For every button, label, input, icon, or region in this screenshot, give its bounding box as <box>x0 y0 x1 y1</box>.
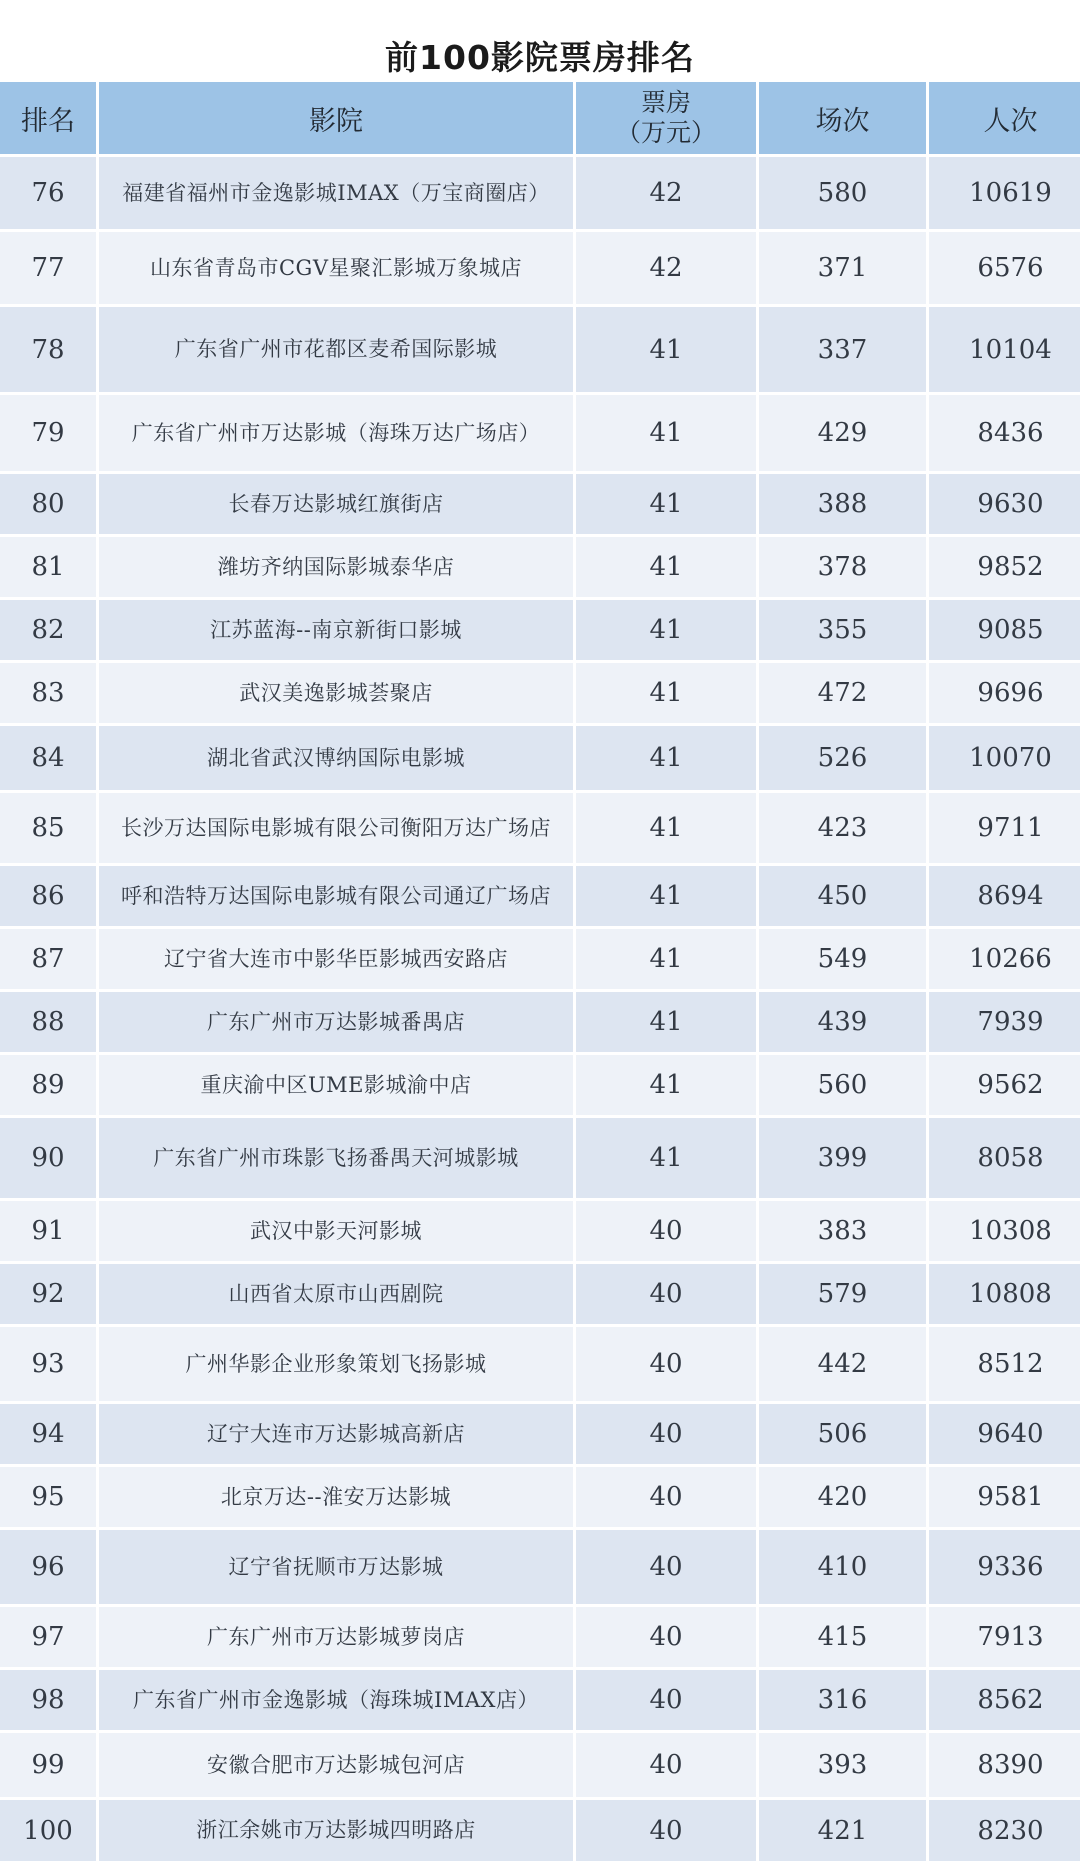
page-title: 前100影院票房排名 <box>385 38 695 77</box>
screenings-cell: 410 <box>759 1530 926 1604</box>
rank-cell: 85 <box>0 793 96 863</box>
rank-cell: 87 <box>0 929 96 989</box>
header-attendance[interactable]: 人次 <box>929 82 1080 154</box>
rank-cell: 81 <box>0 537 96 597</box>
header-screenings[interactable]: 场次 <box>759 82 926 154</box>
attendance-cell: 9562 <box>929 1055 1080 1115</box>
attendance-cell: 10808 <box>929 1264 1080 1324</box>
header-box-office-line2: （万元） <box>615 118 716 147</box>
attendance-cell: 8694 <box>929 866 1080 926</box>
rank-cell: 82 <box>0 600 96 660</box>
attendance-cell: 10266 <box>929 929 1080 989</box>
rank-cell: 84 <box>0 726 96 790</box>
rank-cell: 77 <box>0 232 96 304</box>
screenings-cell: 393 <box>759 1733 926 1797</box>
cinema-name-cell: 武汉中影天河影城 <box>99 1201 573 1261</box>
box-office-cell: 41 <box>576 663 756 723</box>
cinema-name-cell: 武汉美逸影城荟聚店 <box>99 663 573 723</box>
attendance-cell: 8512 <box>929 1327 1080 1401</box>
attendance-cell: 9640 <box>929 1404 1080 1464</box>
cinema-name-cell: 安徽合肥市万达影城包河店 <box>99 1733 573 1797</box>
screenings-cell: 526 <box>759 726 926 790</box>
cinema-name-cell: 江苏蓝海--南京新街口影城 <box>99 600 573 660</box>
box-office-cell: 40 <box>576 1264 756 1324</box>
cinema-name-cell: 广州华影企业形象策划飞扬影城 <box>99 1327 573 1401</box>
box-office-cell: 41 <box>576 474 756 534</box>
box-office-cell: 40 <box>576 1670 756 1730</box>
header-box-office-line1: 票房 <box>640 88 691 117</box>
attendance-cell: 8390 <box>929 1733 1080 1797</box>
attendance-cell: 8230 <box>929 1800 1080 1861</box>
cinema-name-cell: 北京万达--淮安万达影城 <box>99 1467 573 1527</box>
cinema-name-cell: 广东广州市万达影城萝岗店 <box>99 1607 573 1667</box>
box-office-cell: 41 <box>576 992 756 1052</box>
cinema-name-cell: 福建省福州市金逸影城IMAX（万宝商圈店） <box>99 157 573 229</box>
attendance-cell: 10619 <box>929 157 1080 229</box>
box-office-cell: 42 <box>576 157 756 229</box>
box-office-cell: 40 <box>576 1607 756 1667</box>
attendance-cell: 6576 <box>929 232 1080 304</box>
rank-cell: 79 <box>0 395 96 471</box>
screenings-cell: 439 <box>759 992 926 1052</box>
cinema-name-cell: 潍坊齐纳国际影城泰华店 <box>99 537 573 597</box>
attendance-cell: 10070 <box>929 726 1080 790</box>
attendance-cell: 9085 <box>929 600 1080 660</box>
screenings-cell: 399 <box>759 1118 926 1198</box>
rank-cell: 80 <box>0 474 96 534</box>
rank-cell: 92 <box>0 1264 96 1324</box>
ranking-table <box>0 82 1080 1846</box>
screenings-cell: 472 <box>759 663 926 723</box>
rank-cell: 88 <box>0 992 96 1052</box>
screenings-cell: 580 <box>759 157 926 229</box>
screenings-cell: 388 <box>759 474 926 534</box>
cinema-name-cell: 广东广州市万达影城番禺店 <box>99 992 573 1052</box>
box-office-cell: 40 <box>576 1800 756 1861</box>
attendance-cell: 10104 <box>929 307 1080 392</box>
box-office-cell: 41 <box>576 600 756 660</box>
rank-cell: 96 <box>0 1530 96 1604</box>
screenings-cell: 420 <box>759 1467 926 1527</box>
box-office-cell: 41 <box>576 793 756 863</box>
screenings-cell: 337 <box>759 307 926 392</box>
box-office-cell: 40 <box>576 1201 756 1261</box>
screenings-cell: 423 <box>759 793 926 863</box>
box-office-cell: 40 <box>576 1404 756 1464</box>
attendance-cell: 9852 <box>929 537 1080 597</box>
screenings-cell: 421 <box>759 1800 926 1861</box>
box-office-cell: 41 <box>576 537 756 597</box>
rank-cell: 95 <box>0 1467 96 1527</box>
cinema-name-cell: 重庆渝中区UME影城渝中店 <box>99 1055 573 1115</box>
cinema-name-cell: 长沙万达国际电影城有限公司衡阳万达广场店 <box>99 793 573 863</box>
cinema-name-cell: 山西省太原市山西剧院 <box>99 1264 573 1324</box>
rank-cell: 76 <box>0 157 96 229</box>
attendance-cell: 10308 <box>929 1201 1080 1261</box>
box-office-cell: 41 <box>576 307 756 392</box>
screenings-cell: 549 <box>759 929 926 989</box>
box-office-cell: 42 <box>576 232 756 304</box>
cinema-name-cell: 长春万达影城红旗街店 <box>99 474 573 534</box>
cinema-name-cell: 浙江余姚市万达影城四明路店 <box>99 1800 573 1861</box>
attendance-cell: 8562 <box>929 1670 1080 1730</box>
rank-cell: 99 <box>0 1733 96 1797</box>
box-office-cell: 40 <box>576 1467 756 1527</box>
cinema-name-cell: 山东省青岛市CGV星聚汇影城万象城店 <box>99 232 573 304</box>
cinema-name-cell: 广东省广州市万达影城（海珠万达广场店） <box>99 395 573 471</box>
screenings-cell: 442 <box>759 1327 926 1401</box>
attendance-cell: 9336 <box>929 1530 1080 1604</box>
box-office-cell: 41 <box>576 1055 756 1115</box>
rank-cell: 100 <box>0 1800 96 1861</box>
rank-cell: 97 <box>0 1607 96 1667</box>
attendance-cell: 8436 <box>929 395 1080 471</box>
attendance-cell: 9630 <box>929 474 1080 534</box>
cinema-name-cell: 湖北省武汉博纳国际电影城 <box>99 726 573 790</box>
rank-cell: 93 <box>0 1327 96 1401</box>
attendance-cell: 9711 <box>929 793 1080 863</box>
screenings-cell: 316 <box>759 1670 926 1730</box>
screenings-cell: 579 <box>759 1264 926 1324</box>
cinema-name-cell: 辽宁省抚顺市万达影城 <box>99 1530 573 1604</box>
box-office-cell: 40 <box>576 1733 756 1797</box>
cinema-name-cell: 辽宁省大连市中影华臣影城西安路店 <box>99 929 573 989</box>
cinema-name-cell: 广东省广州市珠影飞扬番禺天河城影城 <box>99 1118 573 1198</box>
rank-cell: 91 <box>0 1201 96 1261</box>
rank-cell: 86 <box>0 866 96 926</box>
cinema-name-cell: 呼和浩特万达国际电影城有限公司通辽广场店 <box>99 866 573 926</box>
box-office-cell: 41 <box>576 726 756 790</box>
cinema-name-cell: 广东省广州市金逸影城（海珠城IMAX店） <box>99 1670 573 1730</box>
header-cinema[interactable]: 影院 <box>99 82 573 154</box>
rank-cell: 98 <box>0 1670 96 1730</box>
screenings-cell: 415 <box>759 1607 926 1667</box>
screenings-cell: 450 <box>759 866 926 926</box>
attendance-cell: 7939 <box>929 992 1080 1052</box>
screenings-cell: 506 <box>759 1404 926 1464</box>
box-office-cell: 41 <box>576 1118 756 1198</box>
screenings-cell: 371 <box>759 232 926 304</box>
attendance-cell: 9696 <box>929 663 1080 723</box>
box-office-cell: 41 <box>576 866 756 926</box>
rank-cell: 83 <box>0 663 96 723</box>
rank-cell: 94 <box>0 1404 96 1464</box>
header-rank[interactable]: 排名 <box>0 82 96 154</box>
rank-cell: 90 <box>0 1118 96 1198</box>
attendance-cell: 7913 <box>929 1607 1080 1667</box>
screenings-cell: 429 <box>759 395 926 471</box>
header-box-office[interactable] <box>576 82 756 154</box>
rank-cell: 89 <box>0 1055 96 1115</box>
box-office-cell: 40 <box>576 1327 756 1401</box>
screenings-cell: 355 <box>759 600 926 660</box>
attendance-cell: 8058 <box>929 1118 1080 1198</box>
box-office-cell: 41 <box>576 929 756 989</box>
box-office-cell: 40 <box>576 1530 756 1604</box>
screenings-cell: 378 <box>759 537 926 597</box>
attendance-cell: 9581 <box>929 1467 1080 1527</box>
cinema-name-cell: 辽宁大连市万达影城高新店 <box>99 1404 573 1464</box>
screenings-cell: 560 <box>759 1055 926 1115</box>
cinema-name-cell: 广东省广州市花都区麦希国际影城 <box>99 307 573 392</box>
screenings-cell: 383 <box>759 1201 926 1261</box>
rank-cell: 78 <box>0 307 96 392</box>
box-office-cell: 41 <box>576 395 756 471</box>
